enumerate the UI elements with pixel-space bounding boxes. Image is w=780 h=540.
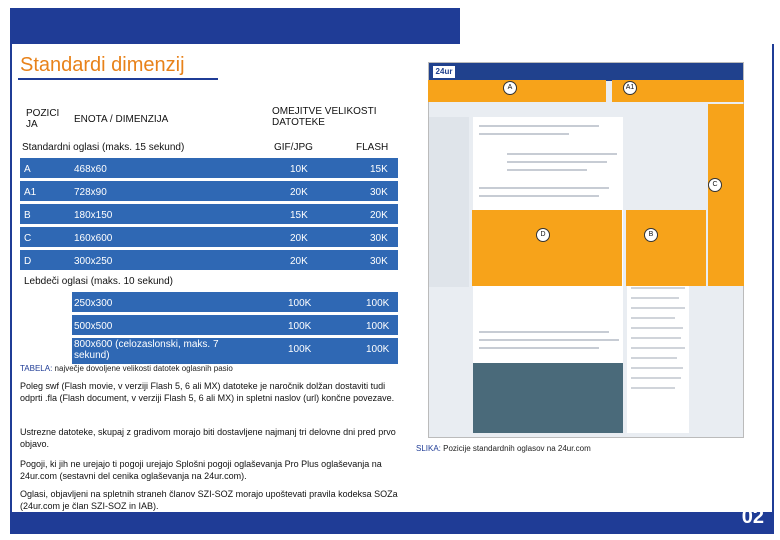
table-row [72,315,398,337]
paragraph: Oglasi, objavljeni na spletnih straneh članov SZI-SOZ morajo upoštevati pravila kodeksa SOZa (24ur.com je član SZI-SOZ in IAB). [20,489,398,511]
cell-dim: 160x600 [74,233,113,244]
marker-a: A [503,81,517,95]
table-caption-text: največje dovoljene velikosti datotek oglasnih pasio [54,364,233,373]
cell-dim: 468x60 [74,164,107,175]
cell-dim: 300x250 [74,256,113,267]
ad-slot-b [626,210,706,286]
site-header [429,63,743,81]
site-right-column [627,263,689,433]
cell-flash: 100K [366,321,390,332]
cell-gif: 20K [290,187,308,198]
marker-b: B [644,228,658,242]
col-gif: GIF/JPG [274,142,313,153]
header-unit: ENOTA / DIMENZIJA [74,114,169,125]
marker-c: C [708,178,722,192]
image-caption-label: SLIKA: [416,444,441,453]
ad-slot-c [708,104,744,286]
cell-flash: 100K [366,344,390,355]
paragraph: Ustrezne datoteke, skupaj z gradivom morajo biti dostavljene najmanj tri delovne dni pred prvo objavo. [20,427,396,449]
site-photo [473,363,623,433]
cell-pos: B [24,210,31,221]
cell-flash: 20K [370,210,388,221]
cell-dim: 250x300 [74,298,113,309]
page-title: Standardi dimenzij [20,54,185,76]
cell-gif: 100K [288,298,312,309]
site-sidebar [429,117,469,287]
cell-flash: 30K [370,233,388,244]
footer-bar [10,506,774,534]
table-row [20,250,398,272]
cell-pos: D [24,256,32,267]
table-row [20,227,398,249]
col-flash: FLASH [356,142,389,153]
cell-gif: 20K [290,256,308,267]
cell-flash: 30K [370,256,388,267]
paragraph: Pogoji, ki jih ne urejajo ti pogoji urejajo Splošni pogoji oglaševanja Pro Plus oglaševanja na 24ur.com (sestavni del cenika oglaševanja na 24ur.com). [20,459,382,481]
table-row [72,338,398,366]
cell-gif: 100K [288,344,312,355]
cell-flash: 15K [370,164,388,175]
paragraph: Poleg swf (Flash movie, v verziji Flash 5, 6 ali MX) datoteke je naročnik dolžan dostaviti tudi odprti .fla (Flash document, v verziji Flash 5, 6 ali MX) in spletni naslov (url) končne povezave. [20,381,395,403]
cell-dim: 800x600 (celozaslonski, maks. 7 sekund) [74,339,219,361]
cell-gif: 10K [290,164,308,175]
header-band [10,8,460,44]
marker-d: D [536,228,550,242]
image-caption-text: Pozicije standardnih oglasov na 24ur.com [443,444,591,453]
table-caption [20,364,233,373]
ad-slot-d [472,210,622,286]
table-row [20,158,398,180]
cell-gif: 100K [288,321,312,332]
section-standard: Standardni oglasi (maks. 15 sekund) [22,142,185,153]
page-number: 02 [741,506,764,528]
cell-pos: C [24,233,32,244]
marker-a1: A1 [623,81,637,95]
section-floating: Lebdeči oglasi (maks. 10 sekund) [24,276,173,287]
site-logo: 24ur [433,66,455,78]
ad-slot-a [428,80,606,102]
image-caption [416,444,591,453]
table-row [20,204,398,226]
title-underline [18,78,218,80]
cell-pos: A1 [24,187,37,198]
cell-gif: 20K [290,233,308,244]
cell-dim: 728x90 [74,187,107,198]
cell-pos: A [24,164,31,175]
table-row [72,292,398,314]
cell-flash: 30K [370,187,388,198]
cell-gif: 15K [290,210,308,221]
table-row [20,181,398,203]
cell-flash: 100K [366,298,390,309]
header-position: POZICI JA [26,108,60,130]
cell-dim: 180x150 [74,210,113,221]
cell-dim: 500x500 [74,321,113,332]
header-limits: OMEJITVE VELIKOSTI DATOTEKE [272,106,377,128]
table-header [20,102,398,158]
table-caption-label: TABELA: [20,364,53,373]
